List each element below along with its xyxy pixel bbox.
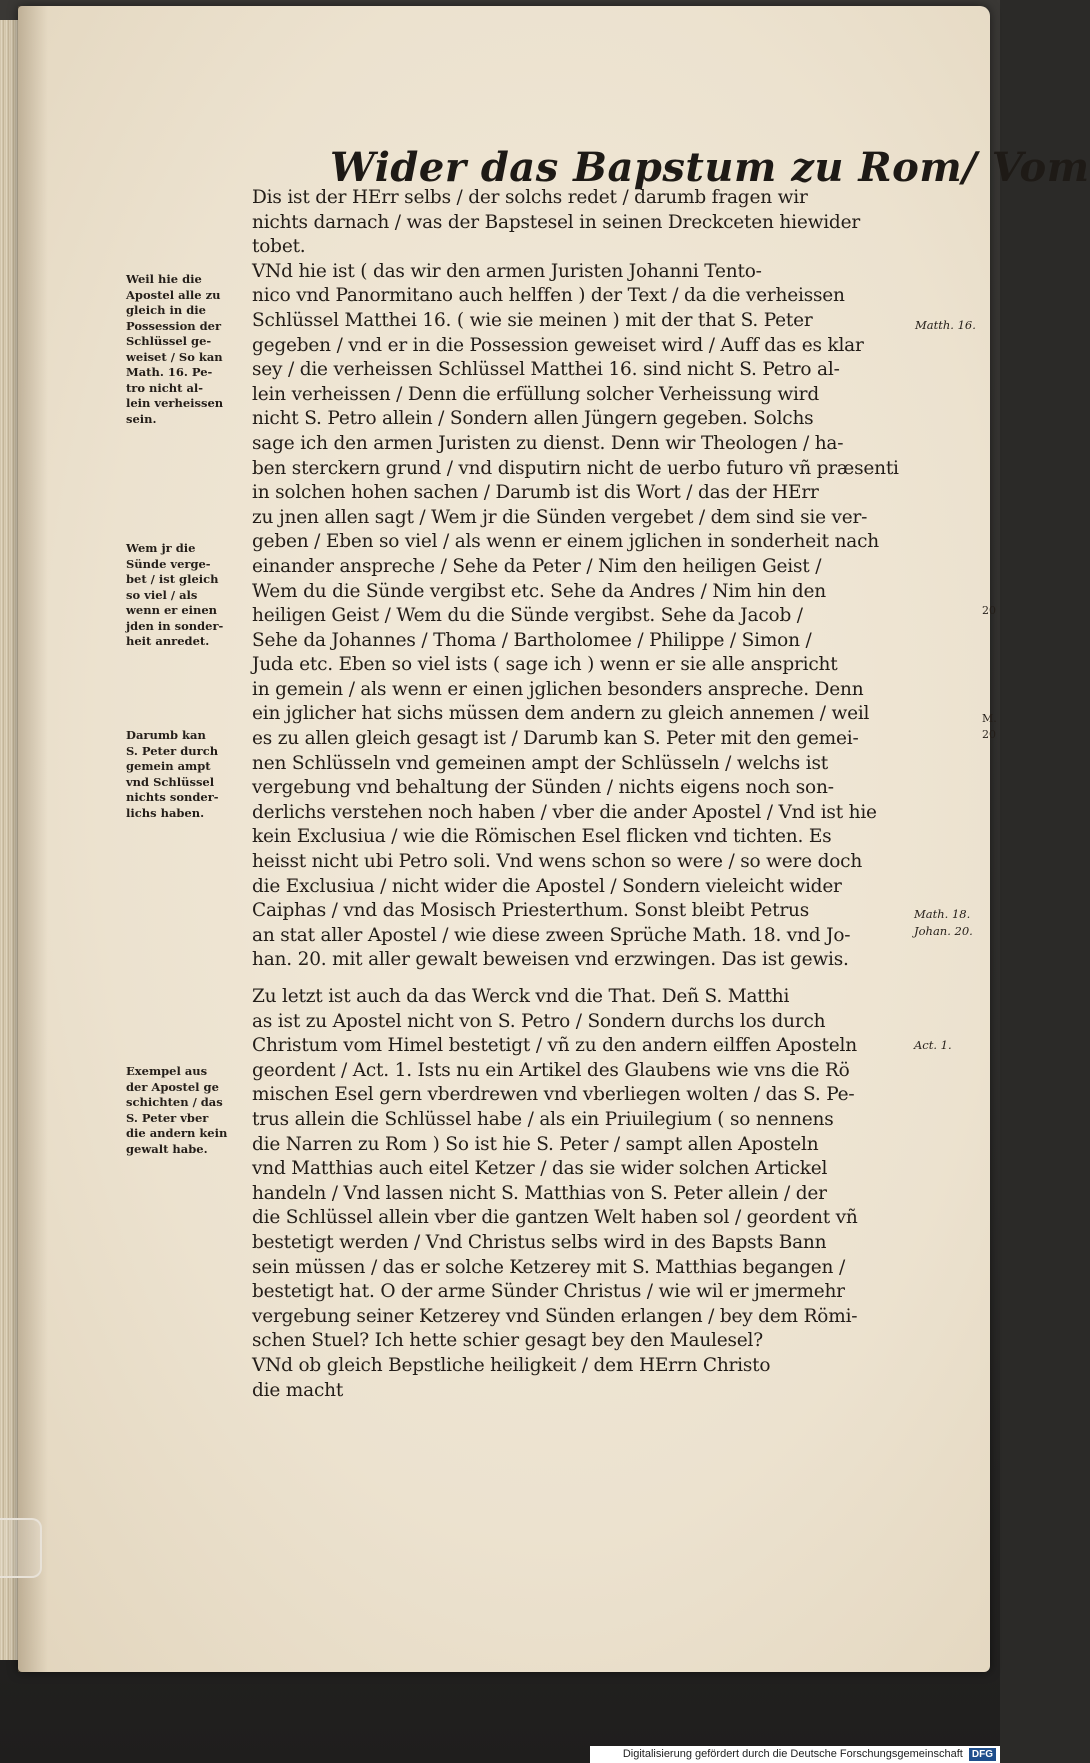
margin-note-line: Math. 16. Pe- [126, 365, 213, 379]
text-line: sey / die verheissen Schlüssel Matthei 16. sind nicht S. Petro al- [252, 359, 840, 381]
text-line: derlichs verstehen noch haben / vber die ander Apostel / Vnd ist hie [252, 801, 877, 823]
page-running-title: Wider das Bapstum zu Rom/ Vom [330, 144, 1090, 191]
margin-note-line: Darumb kan [126, 728, 206, 742]
text-line: bestetigt hat. O der arme Sünder Christus / wie wil er jmermehr [252, 1281, 845, 1303]
text-line: heisst nicht ubi Petro soli. Vnd wens schon so were / so were doch [252, 851, 863, 873]
margin-note-line: nichts sonder- [126, 790, 219, 804]
text-line: die Narren zu Rom ) So ist hie S. Peter / sampt allen Aposteln [252, 1133, 819, 1155]
margin-note-line: Schlüssel ge- [126, 334, 212, 348]
margin-note-3 [126, 728, 248, 821]
text-line: sein müssen / das er solche Ketzerey mit S. Matthias begangen / [252, 1256, 845, 1278]
text-line: Dis ist der HErr selbs / der solchs redet / darumb fragen wir [252, 187, 808, 208]
text-line: zu jnen allen sagt / Wem jr die Sünden vergebet / dem sind sie ver- [252, 506, 868, 528]
text-line: kein Exclusiua / wie die Römischen Esel flicken vnd tichten. Es [252, 826, 832, 848]
text-line: nichts darnach / was der Bapstesel in seinen Dreckceten hiewider [252, 211, 860, 233]
text-line: es zu allen gleich gesagt ist / Darumb kan S. Peter mit den gemei- [252, 728, 859, 750]
margin-note-4 [126, 1064, 248, 1157]
text-line: nicht S. Petro allein / Sondern allen Jüngern gegeben. Solchs [252, 408, 814, 430]
digitization-credit-footer [590, 1746, 1000, 1763]
text-line: in solchen hohen sachen / Darumb ist dis Wort / das der HErr [252, 482, 819, 504]
text-line: mischen Esel gern vberdrewen vnd vberliegen wolten / das S. Pe- [252, 1084, 855, 1106]
main-text-block [252, 186, 910, 973]
margin-note-line: so viel / als [126, 587, 198, 602]
right-edge-fragment-2: M. [982, 712, 997, 725]
text-line: ein jglicher hat sichs müssen dem andern zu gleich annemen / weil [252, 703, 870, 725]
text-line: Zu letzt ist auch da das Werck vnd die That. Deñ S. Matthi [252, 986, 790, 1007]
text-line: die Exclusiua / nicht wider die Apostel / Sondern vieleicht wider [252, 875, 842, 897]
margin-note-line: S. Peter vber [126, 1110, 209, 1125]
margin-note-2 [126, 541, 248, 650]
text-line: handeln / Vnd lassen nicht S. Matthias von S. Peter allein / der [252, 1182, 827, 1204]
margin-note-line: schichten / das [126, 1095, 223, 1109]
text-line: Caiphas / vnd das Mosisch Priesterthum. Sonst bleibt Petrus [252, 900, 810, 922]
text-line: han. 20. mit aller gewalt beweisen vnd erzwingen. Das ist gewis. [252, 949, 849, 971]
right-edge-fragment-3: 20 [982, 728, 996, 741]
side-reference-math18: Math. 18. [914, 907, 971, 921]
footer-credit-text: Digitalisierung gefördert durch die Deutsche Forschungsgemeinschaft [622, 1748, 963, 1760]
margin-note-line: bet / ist gleich [126, 572, 219, 586]
text-line: VNd hie ist ( das wir den armen Juristen Johanni Tento- [252, 260, 762, 282]
text-line: ben sterckern grund / vnd disputirn nicht de uerbo futuro vñ præsenti [252, 457, 899, 479]
margin-note-line: heit anredet. [126, 634, 210, 648]
text-line: gegeben / vnd er in die Possession geweiset wird / Auff das es klar [252, 334, 864, 356]
text-line: bestetigt werden / Vnd Christus selbs wird in des Bapsts Bann [252, 1231, 827, 1253]
text-line: Sehe da Johannes / Thoma / Bartholomee / Philippe / Simon / [252, 629, 812, 651]
margin-note-line: jden in sonder- [126, 618, 224, 633]
dfg-logo-icon: DFG [969, 1748, 996, 1761]
side-reference-matth16: Matth. 16. [915, 318, 976, 332]
text-line: Schlüssel Matthei 16. ( wie sie meinen ) mit der that S. Peter [252, 309, 813, 331]
text-line: sage ich den armen Juristen zu dienst. Denn wir Theologen / ha- [252, 432, 844, 454]
second-paragraph-block [252, 985, 910, 1403]
text-line: Juda etc. Eben so viel ists ( sage ich ) wenn er sie alle anspricht [252, 654, 838, 676]
margin-note-line: S. Peter durch [126, 743, 219, 758]
margin-note-line: vnd Schlüssel [126, 774, 215, 789]
text-line: nen Schlüsseln vnd gemeinen ampt der Schlüsseln / welchs ist [252, 752, 829, 774]
text-line: as ist zu Apostel nicht von S. Petro / Sondern durchs los durch [252, 1010, 826, 1032]
text-line: tobet. [252, 236, 306, 258]
margin-note-line: Sünde verge- [126, 556, 211, 571]
text-line: schen Stuel? Ich hette schier gesagt bey den Maulesel? [252, 1330, 763, 1352]
text-line: an stat aller Apostel / wie diese zween Sprüche Math. 18. vnd Jo- [252, 924, 851, 946]
right-edge-fragment-1: 20 [982, 604, 996, 617]
text-line: vergebung vnd behaltung der Sünden / nichts eigens noch son- [252, 777, 834, 799]
text-line: vergebung seiner Ketzerey vnd Sünden erlangen / bey dem Römi- [252, 1305, 858, 1327]
margin-note-1 [126, 272, 248, 427]
text-line: vnd Matthias auch eitel Ketzer / das sie wider solchen Artickel [252, 1158, 828, 1180]
margin-note-line: Weil hie die [126, 272, 202, 286]
margin-note-line: wenn er einen [126, 603, 218, 617]
margin-note-line: weiset / So kan [126, 349, 223, 364]
margin-note-line: tro nicht al- [126, 380, 204, 395]
text-line: VNd ob gleich Bepstliche heiligkeit / dem HErrn Christo [252, 1354, 771, 1376]
margin-note-line: Wem jr die [126, 541, 196, 555]
text-line: geben / Eben so viel / als wenn er einem jglichen in sonderheit nach [252, 531, 879, 553]
text-line: geordent / Act. 1. Ists nu ein Artikel des Glaubens wie vns die Rö [252, 1059, 850, 1081]
side-reference-act1: Act. 1. [914, 1038, 952, 1052]
text-line: heiligen Geist / Wem du die Sünde vergibst. Sehe da Jacob / [252, 605, 803, 627]
text-line: Christum vom Himel bestetigt / vñ zu den andern eilffen Aposteln [252, 1035, 857, 1057]
margin-note-line: der Apostel ge [126, 1079, 219, 1094]
text-line: einander anspreche / Sehe da Peter / Nim den heiligen Geist / [252, 555, 822, 577]
margin-note-line: gleich in die [126, 303, 206, 317]
page-gutter-shadow [18, 6, 48, 1672]
margin-note-line: lichs haben. [126, 805, 205, 820]
text-line: in gemein / als wenn er einen jglichen besonders anspreche. Denn [252, 678, 864, 700]
margin-note-line: die andern kein [126, 1126, 228, 1140]
side-reference-johan20: Johan. 20. [914, 924, 973, 938]
margin-note-line: Possession der [126, 318, 222, 333]
margin-note-line: sein. [126, 411, 157, 426]
margin-note-line: Apostel alle zu [126, 287, 221, 302]
text-line: die Schlüssel allein vber die gantzen Welt haben sol / geordent vñ [252, 1207, 858, 1229]
text-line: lein verheissen / Denn die erfüllung solcher Verheissung wird [252, 383, 819, 405]
bookmark-ribbon [0, 1518, 42, 1578]
text-line: nico vnd Panormitano auch helffen ) der Text / da die verheissen [252, 285, 845, 307]
text-line: die macht [252, 1379, 344, 1401]
text-line: Wem du die Sünde vergibst etc. Sehe da Andres / Nim hin den [252, 580, 827, 602]
margin-note-line: gewalt habe. [126, 1141, 208, 1156]
margin-note-line: gemein ampt [126, 759, 211, 773]
margin-note-line: Exempel aus [126, 1064, 208, 1078]
text-line: trus allein die Schlüssel habe / als ein Priuilegium ( so nennens [252, 1108, 834, 1130]
margin-note-line: lein verheissen [126, 396, 224, 410]
